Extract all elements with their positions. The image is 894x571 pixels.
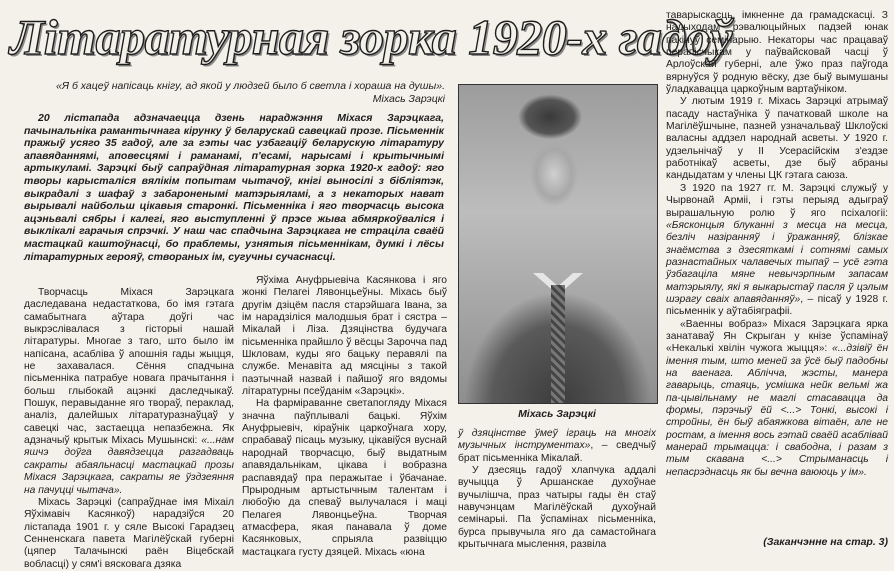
tie-shape (551, 285, 565, 403)
autobiography-quote: «Бясконцыя блуканні з месца на месца, безліч назіранняў і ўражанняў, блізкае знаёмства з дзесяткамі і сотнямі самых разнастайных чалавечых тыпаў – усё гэта ўзбагаціла мяне невычэрпным запасам матэрыялу, які я выкарыстаў пасля ў цэлым шэрагу сваіх апавяданняў» (666, 219, 888, 305)
mushynski-quote: «...нам яшчэ доўга давядзецца разгадваць сакраты абаяльнасці мастацкай прозы Міхася Зарэцкага, сакраты яе ўздзеяння на пачуцці чытача». (24, 435, 234, 496)
column-3-text-2: «Ваенны вобраз» Міхася Зарэцкага ярка занатаваў Ян Скрыган у кнізе ўспамінаў «Некалькі хвілін чужога жыцця»: (666, 318, 888, 355)
portrait-photo (458, 84, 658, 404)
continued-note: (Заканчэнне на стар. 3) (763, 536, 888, 548)
column-2-paragraph-1: Яўхіма Ануфрыевіча Касянкова і яго жонкі Пелагеі Лявонцьеўны. Міхась быў другім дзіцём пасля старэйшага Івана, за ім нарадзіліся малодшыя брат і сястра – Мікалай і Ліза. Дзяцінства будучага пісьменніка прайшло ў вёсцы Зарочча пад Шкловам, куды яго бацьку перавялі па службе. Менавіта ад мясціны з такой паэтычнай назвай і пайшоў яго вядомы літаратурны псеўданім «Зарэцкі». (242, 275, 447, 398)
column-3-paragraph-4 (666, 319, 888, 479)
column-3-paragraph-2: У лютым 1919 г. Міхась Зарэцкі атрымаў пасаду настаўніка ў пачатковай школе на Магілёўшчыне, пазней узначальваў Шклоўскі валасны аддзел народнай асветы. У 1920 г. удзельнічаў у ІІ Усерасійскім з'ездзе работнікаў асветы, дзе быў абраны кандыдатам у члены ЦК гэтага саюза. (666, 96, 888, 182)
lead-paragraph: 20 лістапада адзначаецца дзень нараджэння Міхася Зарэцкага, пачынальніка рамантычнага кірунку ў беларускай савецкай прозе. Пісьменнік пражыў усяго 35 гадоў, але за гэты час узбагаціў беларускую літаратуру апавяданнямі, аповесцямі і раманамі, п'есамі, нарысамі і крытычнымі артыкуламі. Зарэцкі быў сапраўдная літаратурная зорка 1920-х гадоў: яго творы карысталіся вялікім попытам чытачоў, кнігі выносілі з бібліятэк, выкрадалі з шафаў з забароненымі матэрыяламі, а з некаторых нават вырывалі найбольш цікавыя старонкі. Пісьменніка і яго творчасць высока ацэньвалі сябры і калегі, яго выступленні ў прэсе жыва абмяркоўваліся і выклікалі гарачыя спрэчкі. У наш час спадчына Зарэцкага не страціла сваёй мастацкай каштоўнасці, бо праблемы, узнятыя пісьменнікам, думкі і лёсы літаратурных герояў, створаных ім, сугучны сучаснасці. (24, 112, 444, 263)
article-column-1 (24, 287, 234, 570)
epigraph-quote: «Я б хацеў напісаць кнігу, ад якой у людзей было б светла і хораша на душы». (56, 80, 445, 92)
epigraph (20, 80, 445, 106)
column-3-text: З 1920 па 1927 гг. М. Зарэцкі служыў у Чырвонай Арміі, і гэты перыяд адыграў вырашальную ролю ў яго псіхалогіі: (666, 182, 888, 219)
mid-paragraph-1 (458, 428, 656, 465)
skryhan-quote: «...дзівіў ён імення тым, што меней за ўсё быў падобны на ваенага. Аблічча, жэсты, манера гаварыць, стаяць, усмішка нейк вельмі жа па-цывільнаму не маглі стасавацца да формы, пэрэчыў ёй <...> Тонкі, высокі і стройны, ён быў абаяжкова вітаён, але не ростам, а імення вось гэтай сваёй асаблівай манерай трымацца: і свабодна, і разам з тым скавана <...> Стрыманасць і непасрэднасць як бы вечна ваююць у ім». (666, 343, 889, 478)
column-3-paragraph-1: таварыскасць, імкненне да грамадскасці. З надыходам рэвалюцыйных падзей юнак пакінуў семінарыю. Некаторы час працаваў перапісчыкам у паўвайсковай часці ў Арлоўскай губерні, але ўжо праз паўгода вярнуўся ў родную вёску, дзе быў вымушаны ўладкавацца царкоўным вартаўніком. (666, 10, 888, 96)
column-1-paragraph-2: Міхась Зарэцкі (сапраўднае імя Міхаіл Яўхімавіч Касянкоў) нарадзіўся 20 лістапада 1901 г. у сяле Высокі Гарадзец Сенненскага павета Магілёўскай губерні (цяпер Талачынскі раён Віцебскай вобласці) у сям'і вясковага дзяка (24, 496, 234, 570)
mikalai-quote: ў дзяцінстве ўмеў іграць на многіх музычных інструментах» (458, 428, 656, 452)
article-column-3 (666, 10, 888, 520)
article-column-mid (458, 428, 656, 557)
photo-caption: Міхась Зарэцкі (518, 408, 596, 420)
column-3-paragraph-3 (666, 183, 888, 319)
mid-text: , – сведчыў брат пісьменніка Мікалай. (458, 440, 656, 464)
article-column-2 (242, 275, 447, 557)
column-2-paragraph-2: На фарміраванне светапогляду Міхася значна паўплывалі бацькі. Яўхім Ануфрыевіч, кіраўнік царкоўнага хору, спрабаваў пісаць музыку, цікавіўся вуснай народнай творчасцю, быў выдатным апавядальнікам, цікава і вобразна распавядаў пра перажытае і ўбачанае. Прыродным артыстычным талентам і любоўю да спеваў вылучалася і маці Пелагея Лявонцьеўна. Творчая атмасфера, якая панавала ў доме Касянковых, спрыяла развіццю мастацкага густу дзяцей. Міхась «юна (242, 398, 447, 558)
column-3-tail: , – пісаў у 1928 г. пісьменнік у аўтабіяграфіі. (666, 293, 888, 318)
column-1-paragraph-1 (24, 287, 234, 497)
mid-paragraph-2: У дзесяць гадоў хлапчука аддалі вучыцца ў Аршанскае духоўнае вучылішча, праз чатыры гады ён стаў навучэнцам Магілёўскай духоўнай семінарыі. Па ўспамінах пісьменніка, бурса прывучыла яго да самастойнага крытычнага мыслення, развіла (458, 465, 656, 551)
column-1-text: Творчасць Міхася Зарэцкага даследавана недастаткова, бо імя гэтага самабытнага аўтара доўгі час выкрэслівалася з гісторыі нашай літаратуры. Многае з таго, што было ім напісана, асабліва ў апошнія гады жыцця, не захавалася. Сёння спадчына пісьменніка патрабуе новага прачытання і больш глыбокай ацэнкі даследчыкаў. Пошук, перавыданне яго твораў, пераклад, аналіз, далейшых літаратуразнаўцаў у савецкі час, застаецца непазбежна. Як адзначыў крытык Міхась Мушынскі: (24, 287, 234, 447)
headline: Літаратурная зорка 1920-х гадоў (10, 9, 732, 65)
epigraph-author: Міхась Зарэцкі (372, 93, 445, 105)
